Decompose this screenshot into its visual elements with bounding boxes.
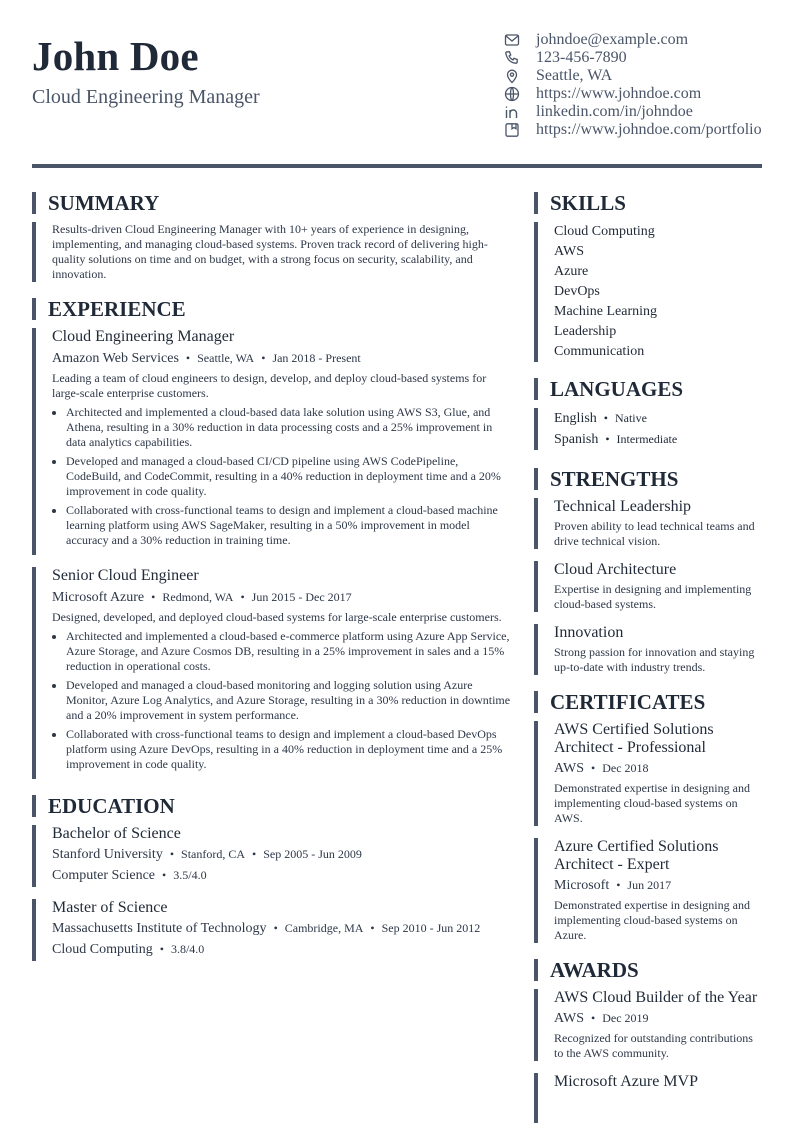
contact-website[interactable] [503, 85, 793, 103]
experience-item [32, 328, 512, 555]
strength-title: Technical Leadership [554, 498, 692, 515]
linkedin-icon [503, 103, 521, 121]
education-dates: Sep 2005 - Jun 2009 [263, 847, 362, 861]
separator-dot: • [159, 942, 164, 956]
mail-icon [503, 31, 521, 49]
experience-bullet: • Developed and managed a cloud-based monitoring and logging solution using Azure Monitor, Azure Log Analytics, and Azure Storage, resulting in a 30% reduction in downtime and a 20% improvement in system performance. [66, 678, 512, 723]
strength-text: Proven ability to lead technical teams and drive technical vision. [554, 519, 755, 548]
education-meta [52, 845, 512, 864]
education-item [32, 899, 512, 961]
contact-portfolio-text: https://www.johndoe.com/portfolio [536, 121, 762, 138]
experience-dates: Jun 2015 - Dec 2017 [251, 590, 352, 604]
education-item [32, 825, 512, 887]
skills-heading: SKILLS [534, 192, 764, 214]
award-issuer: AWS [554, 1011, 584, 1026]
education-meta [52, 919, 512, 938]
separator-dot: • [616, 878, 621, 892]
certificate-text: Demonstrated expertise in designing and implementing cloud-based systems on Azure. [554, 898, 750, 942]
language-name: English [554, 411, 597, 426]
summary-heading: SUMMARY [32, 192, 512, 214]
experience-title: Senior Cloud Engineer [52, 567, 199, 584]
experience-location: Redmond, WA [162, 590, 234, 604]
sidebar-column [534, 192, 764, 1123]
experience-bullets [52, 629, 512, 772]
education-location: Stanford, CA [181, 847, 246, 861]
separator-dot: • [603, 411, 608, 425]
contact-portfolio[interactable] [503, 121, 793, 139]
summary-text: Results-driven Cloud Engineering Manager with 10+ years of experience in designing, implementing, and managing cloud-based systems. Proven track record of delivering high-quality solutions on time and on budget, with a strong focus on security, scalability, and innovation. [32, 222, 512, 282]
education-gpa: 3.8/4.0 [170, 942, 205, 956]
languages-list [534, 408, 764, 450]
education-location: Cambridge, MA [284, 921, 364, 935]
candidate-title: Cloud Engineering Manager [32, 86, 260, 108]
experience-bullet: • Collaborated with cross-functional teams to design and implement a cloud-based DevOps platform using Azure DevOps, resulting in a 40% reduction in deployment time and a 25% improvement in code quality. [66, 727, 512, 772]
certificate-date: Jun 2017 [627, 878, 672, 892]
candidate-name: John Doe [32, 33, 199, 79]
skill-item: Machine Learning [554, 304, 658, 319]
experience-description: Leading a team of cloud engineers to design, develop, and deploy cloud-based systems for large-scale enterprise customers. [52, 371, 487, 400]
experience-company: Amazon Web Services [52, 351, 179, 366]
skill-item: DevOps [554, 284, 600, 299]
separator-dot: • [605, 432, 610, 446]
contact-website-text: https://www.johndoe.com [536, 85, 702, 102]
language-level: Intermediate [616, 432, 678, 446]
certificate-title: AWS Certified Solutions Architect - Professional [554, 721, 714, 756]
separator-dot: • [252, 847, 257, 861]
certificate-item [534, 721, 764, 826]
award-item [534, 1073, 764, 1123]
separator-dot: • [261, 351, 266, 365]
contact-email-text: johndoe@example.com [536, 31, 689, 48]
contact-phone-text: 123-456-7890 [536, 49, 627, 66]
strength-text: Expertise in designing and implementing cloud-based systems. [554, 582, 752, 611]
strength-item [534, 624, 764, 675]
contact-linkedin-text: linkedin.com/in/johndoe [536, 103, 693, 120]
skill-item: AWS [554, 244, 584, 259]
experience-company: Microsoft Azure [52, 590, 145, 605]
award-date: Dec 2019 [602, 1011, 649, 1025]
certificate-issuer: AWS [554, 761, 584, 776]
award-meta [554, 1009, 764, 1028]
separator-dot: • [591, 1011, 596, 1025]
certificate-text: Demonstrated expertise in designing and implementing cloud-based systems on AWS. [554, 781, 750, 825]
education-school: Stanford University [52, 847, 163, 862]
skill-item: Azure [554, 264, 589, 279]
experience-heading: EXPERIENCE [32, 298, 512, 320]
separator-dot: • [240, 590, 245, 604]
experience-bullets [52, 405, 512, 548]
education-dates: Sep 2010 - Jun 2012 [381, 921, 481, 935]
strength-title: Innovation [554, 624, 624, 641]
awards-heading: AWARDS [534, 959, 764, 981]
education-field-row [52, 940, 512, 959]
separator-dot: • [370, 921, 375, 935]
portfolio-icon [503, 121, 521, 139]
separator-dot: • [185, 351, 191, 365]
skill-item: Communication [554, 344, 645, 359]
education-field: Computer Science [52, 868, 156, 883]
award-text: Recognized for outstanding contributions to the AWS community. [554, 1031, 753, 1060]
strength-item [534, 561, 764, 612]
certificate-date: Dec 2018 [602, 761, 649, 775]
education-degree: Master of Science [52, 899, 168, 916]
separator-dot: • [273, 921, 278, 935]
award-title: Microsoft Azure MVP [554, 1073, 698, 1090]
award-item [534, 989, 764, 1061]
language-level: Native [614, 411, 647, 425]
certificate-title: Azure Certified Solutions Architect - Expert [554, 838, 719, 873]
language-item [554, 429, 764, 450]
experience-location: Seattle, WA [197, 351, 255, 365]
strength-item [534, 498, 764, 549]
certificate-meta [554, 759, 764, 778]
separator-dot: • [162, 868, 167, 882]
certificate-meta [554, 876, 764, 895]
globe-icon [503, 85, 521, 103]
contact-location [503, 67, 793, 85]
skill-item: Cloud Computing [554, 224, 655, 239]
strengths-heading: STRENGTHS [534, 468, 764, 490]
experience-dates: Jan 2018 - Present [272, 351, 361, 365]
contact-list [503, 31, 793, 139]
education-field: Cloud Computing [52, 942, 153, 957]
education-degree: Bachelor of Science [52, 825, 181, 842]
phone-icon [503, 49, 521, 67]
experience-bullet: • Architected and implemented a cloud-based e-commerce platform using Azure App Service, Azure Storage, and Azure Cosmos DB, resulting in a 25% improvement in sales and a 15% reduction in operational costs. [66, 629, 512, 674]
strength-title: Cloud Architecture [554, 561, 677, 578]
education-heading: EDUCATION [32, 795, 512, 817]
header-divider [32, 164, 762, 168]
strength-text: Strong passion for innovation and staying up-to-date with industry trends. [554, 645, 755, 674]
education-gpa: 3.5/4.0 [173, 868, 207, 882]
experience-meta [52, 588, 512, 607]
experience-title: Cloud Engineering Manager [52, 328, 235, 345]
experience-bullet: • Architected and implemented a cloud-based data lake solution using AWS S3, Glue, and Athena, resulting in a 30% reduction in data processing costs and a 25% improvement in data analytics capabilities. [66, 405, 512, 450]
skills-list [534, 222, 764, 362]
education-school: Massachusetts Institute of Technology [52, 921, 267, 936]
experience-bullet: • Collaborated with cross-functional teams to design and implement a cloud-based machine learning platform using AWS SageMaker, resulting in a 50% improvement in model accuracy and a 30% reduction in training time. [66, 503, 512, 548]
contact-location-text: Seattle, WA [536, 67, 613, 84]
map-pin-icon [503, 67, 521, 85]
language-name: Spanish [554, 432, 599, 447]
certificate-issuer: Microsoft [554, 878, 610, 893]
languages-heading: LANGUAGES [534, 378, 764, 400]
separator-dot: • [169, 847, 175, 861]
skill-item: Leadership [554, 324, 617, 339]
certificates-heading: CERTIFICATES [534, 691, 764, 713]
separator-dot: • [151, 590, 156, 604]
education-field-row [52, 866, 512, 885]
main-column [32, 192, 512, 961]
contact-email[interactable] [503, 31, 793, 49]
language-item [554, 408, 764, 429]
experience-item [32, 567, 512, 779]
contact-phone[interactable] [503, 49, 793, 67]
certificate-item [534, 838, 764, 943]
experience-meta [52, 349, 512, 368]
contact-linkedin[interactable] [503, 103, 793, 121]
experience-bullet: • Developed and managed a cloud-based CI/CD pipeline using AWS CodePipeline, CodeBuild, and CodeCommit, resulting in a 40% reduction in deployment time and a 20% improvement in code quality. [66, 454, 512, 499]
experience-description: Designed, developed, and deployed cloud-based systems for large-scale enterprise customers. [52, 610, 502, 624]
award-title: AWS Cloud Builder of the Year [554, 989, 758, 1006]
separator-dot: • [591, 761, 596, 775]
